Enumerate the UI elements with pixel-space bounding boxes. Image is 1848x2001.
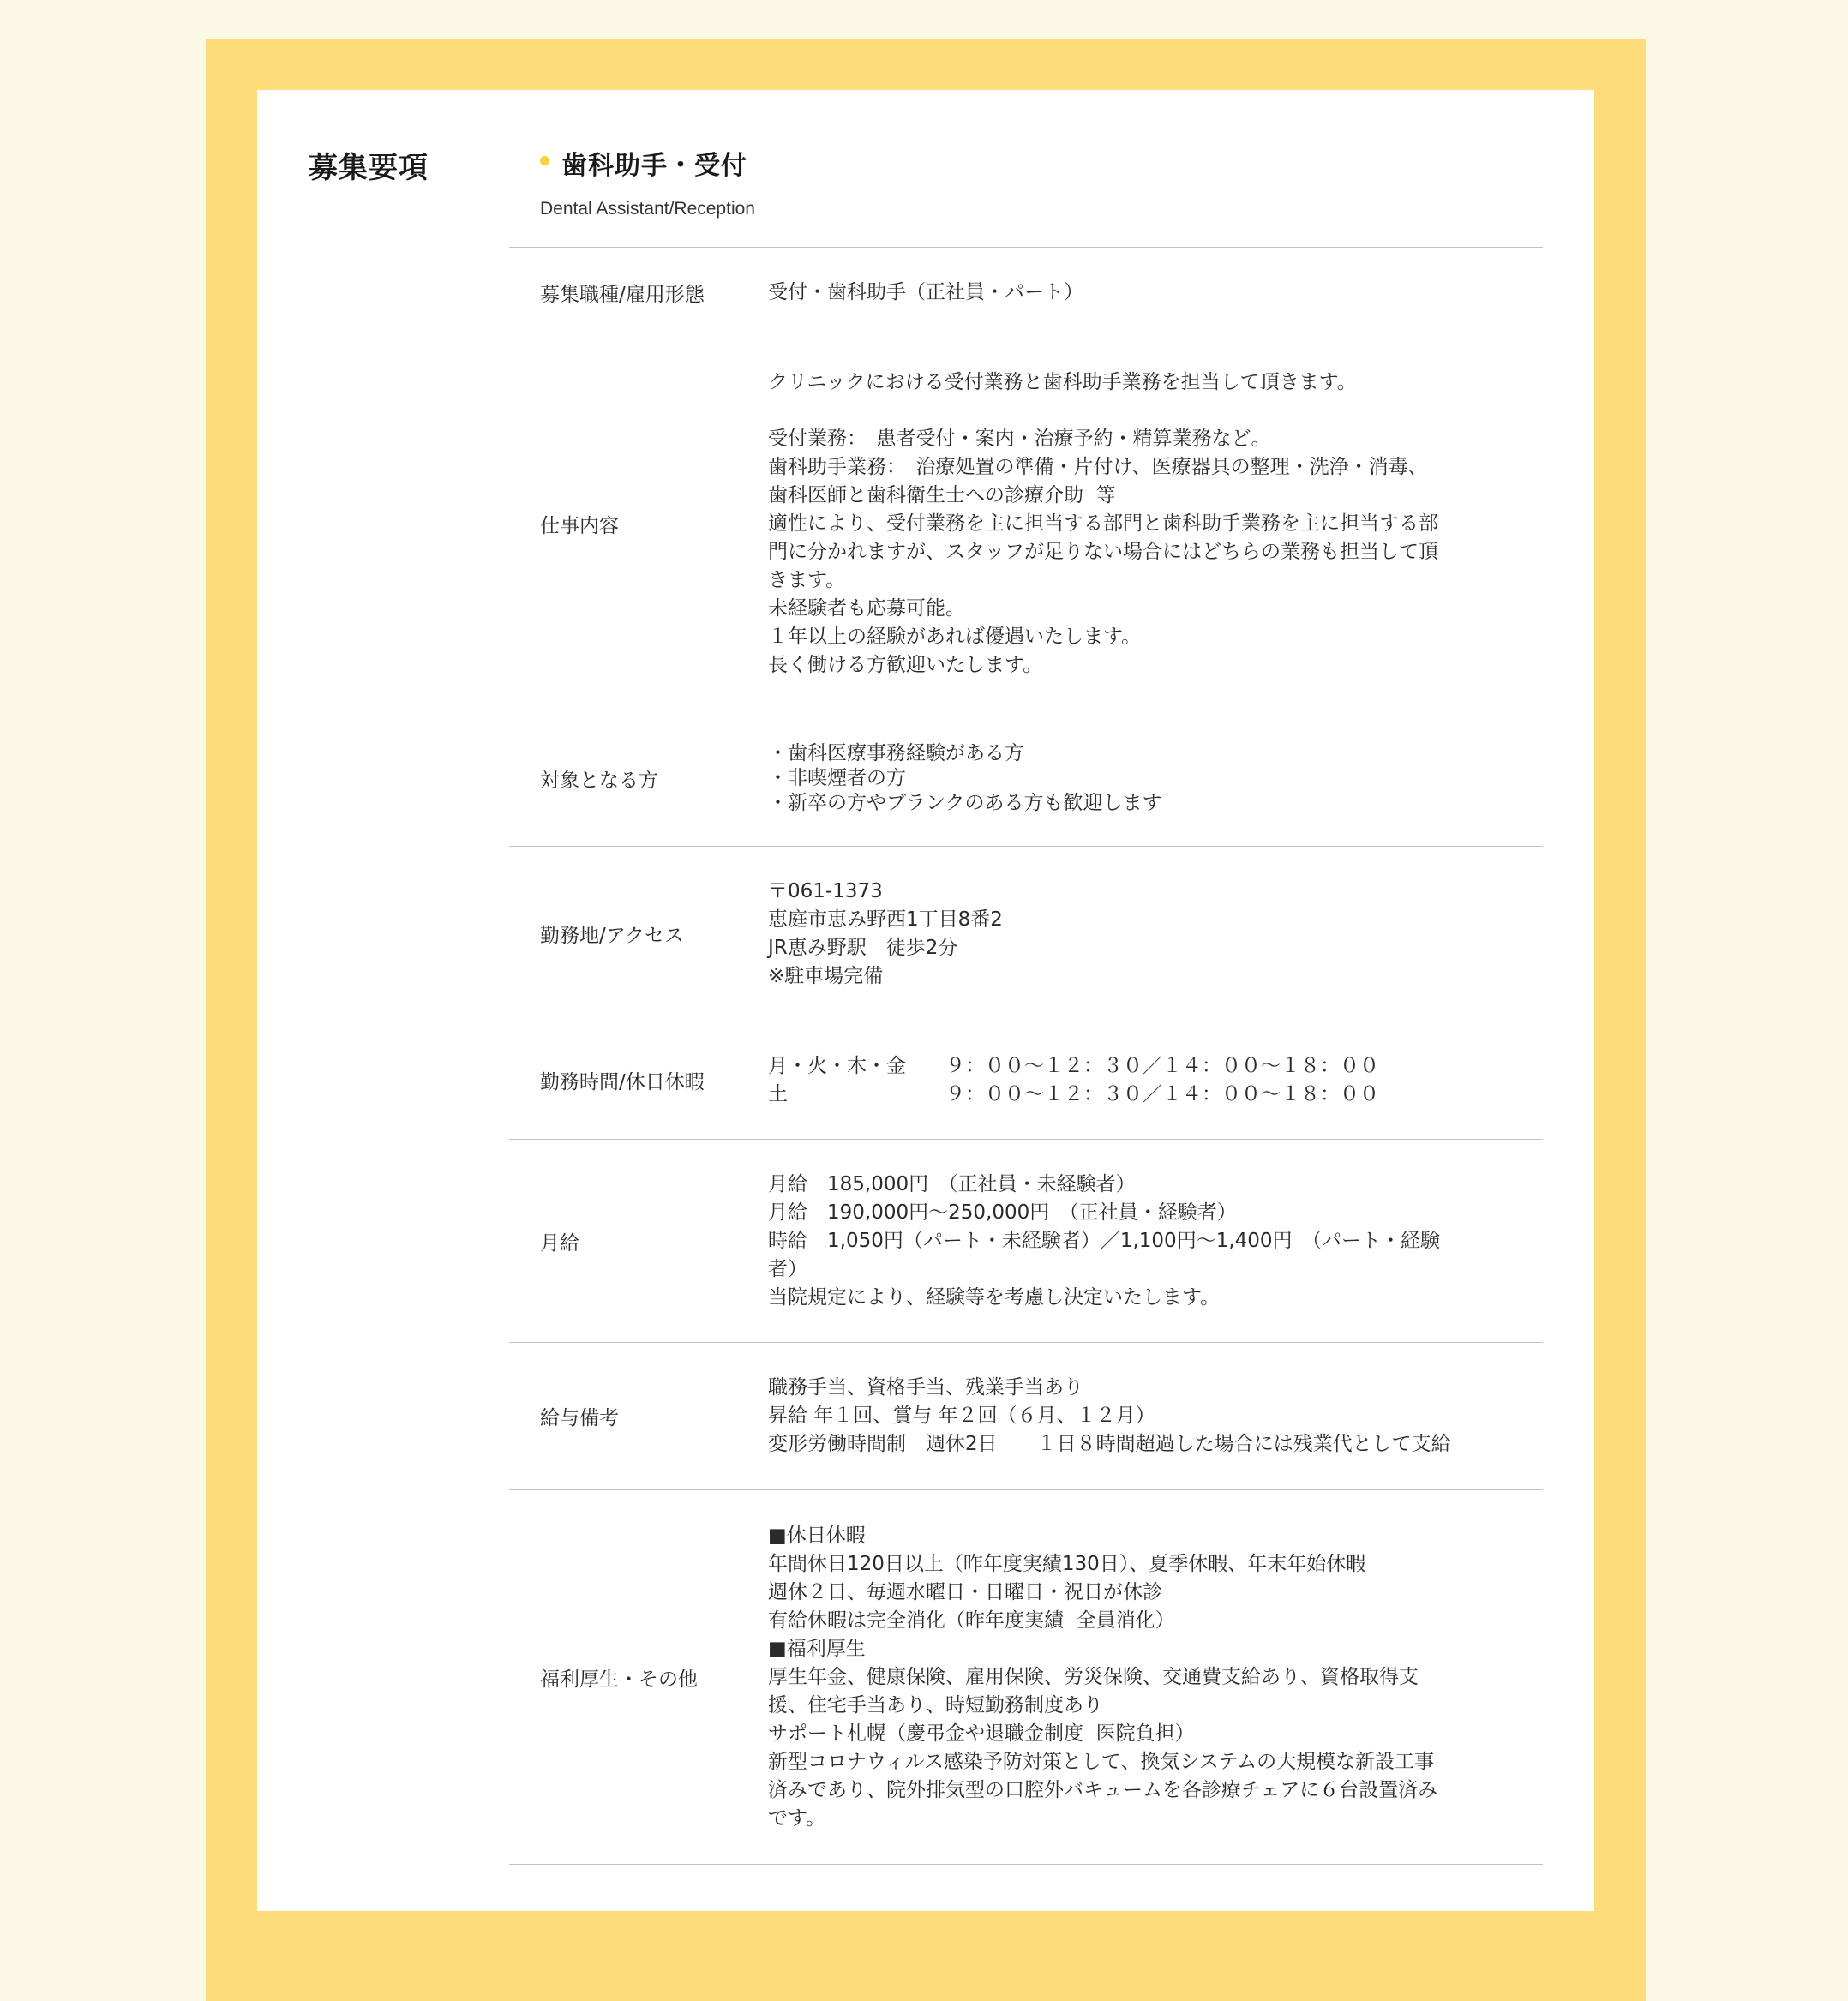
bullet-dot-icon: [540, 156, 549, 165]
spec-value: 受付・歯科助手（正社員・パート）: [768, 281, 1083, 303]
spec-row-work-content: [509, 338, 1543, 710]
recruitment-spec-table: [509, 247, 1543, 1865]
spec-value: 職務手当、資格手当、残業手当あり 昇給 年１回、賞与 年２回（６月、１２月） 変形労働時間制 週休2日 １日８時間超過した場合には残業代として支給: [768, 1376, 1451, 1455]
spec-row-welfare: [509, 1490, 1543, 1865]
spec-row-salary: [509, 1140, 1543, 1343]
job-subtitle: Dental Assistant/Reception: [540, 199, 755, 219]
spec-value: 〒061-1373 恵庭市恵み野西1丁目8番2 JR恵み野駅 徒歩2分 ※駐車場完備: [768, 879, 1003, 987]
spec-label: 対象となる方: [540, 769, 658, 792]
spec-row-location: [509, 847, 1543, 1021]
spec-value: ・歯科医療事務経験がある方 ・非喫煙者の方 ・新卒の方やブランクのある方も歓迎します: [768, 741, 1162, 814]
spec-row-target: [509, 710, 1543, 847]
spec-row-job-type: [509, 248, 1543, 338]
spec-label: 勤務時間/休日休暇: [540, 1071, 705, 1093]
spec-value: ■休日休暇 年間休日120日以上（昨年度実績130日）、夏季休暇、年末年始休暇 週休２日、毎週水曜日・日曜日・祝日が休診 有給休暇は完全消化（昨年度実績 全員消化） ■福利厚生 厚生年金、健康保険、雇用保険、労災保険、交通費支給あり、資格取得支 援、住宅手当あり、時短勤務制度あり サポート札幌（慶弔金や退職金制度 医院負担） 新型コロナウィルス感染予防対策として、換気システムの大規模な新設工事 済みであり、院外排気型の口腔外バキュームを各診療チェアに６台設置済み です。: [768, 1524, 1438, 1830]
spec-label: 募集職種/雇用形態: [540, 284, 705, 306]
spec-value: 月・火・木・金 ９：００〜１２：３０／１４：００〜１８：００ 土 ９：００〜１２：３０／１４：００〜１８：００: [768, 1054, 1379, 1105]
spec-value: 月給 185,000円 （正社員・未経験者） 月給 190,000円〜250,000円 （正社員・経験者） 時給 1,050円（パート・未経験者）／1,100円〜1,400円 （パート・経験 者） 当院規定により、経験等を考慮し決定いたします。: [768, 1172, 1441, 1309]
spec-value: クリニックにおける受付業務と歯科助手業務を担当して頂きます。 受付業務： 患者受付・案内・治療予約・精算業務など。 歯科助手業務： 治療処置の準備・片付け、医療器具の整理・洗浄・消毒、 歯科医師と歯科衛生士への診療介助 等 適性により、受付業務を主に担当する部門と歯科助手業務を主に担当する部 門に分かれますが、スタッフが足りない場合にはどちらの業務も担当して頂 きます。 未経験者も応募可能。 １年以上の経験があれば優遇いたします。 長く働ける方歓迎いたします。: [768, 371, 1438, 676]
spec-label: 仕事内容: [540, 515, 619, 537]
spec-label: 福利厚生・その他: [540, 1668, 698, 1691]
job-title-row: [540, 144, 755, 182]
section-title: 募集要項: [309, 151, 429, 185]
spec-label: 月給: [540, 1231, 579, 1255]
job-title: 歯科助手・受付: [561, 151, 747, 181]
spec-row-pay-notes: [509, 1343, 1543, 1490]
spec-label: 給与備考: [540, 1407, 619, 1429]
spec-label: 勤務地/アクセス: [540, 925, 685, 947]
spec-row-hours: [509, 1021, 1543, 1140]
job-header: [540, 144, 755, 219]
